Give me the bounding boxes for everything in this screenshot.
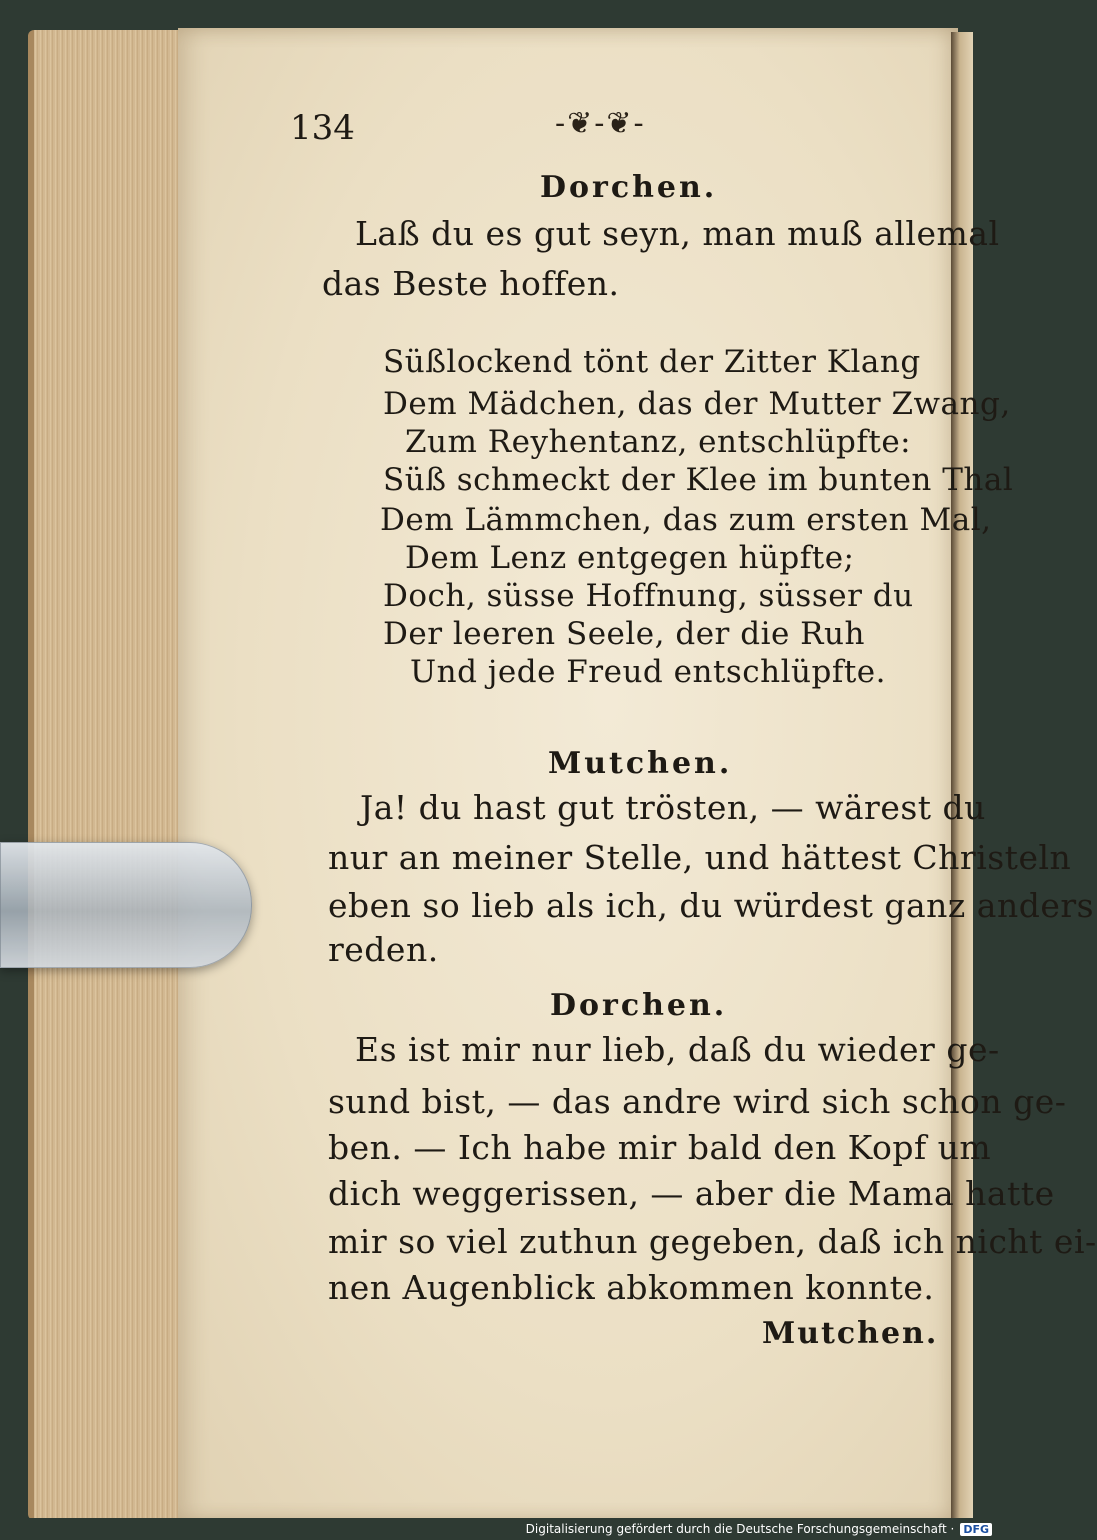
prose-line: mir so viel zuthun gegeben, daß ich nicht ei- <box>328 1222 1097 1261</box>
prose-line: dich weggerissen, — aber die Mama hatte <box>328 1174 1055 1213</box>
catchword: Mutchen. <box>762 1316 939 1351</box>
verse-line: Süßlockend tönt der Zitter Klang <box>383 344 921 380</box>
page-weight-clip <box>0 842 252 968</box>
verse-line: Dem Lenz entgegen hüpfte; <box>405 540 855 576</box>
verse-line: Zum Reyhentanz, entschlüpfte: <box>405 424 912 460</box>
prose-line: eben so lieb als ich, du würdest ganz anders <box>328 886 1095 925</box>
speaker-name: Mutchen. <box>548 746 733 781</box>
prose-line: das Beste hoffen. <box>322 264 620 303</box>
prose-line: nen Augenblick abkommen konnte. <box>328 1268 935 1307</box>
prose-line: Ja! du hast gut trösten, — wärest du <box>360 788 986 827</box>
prose-line: reden. <box>328 930 439 969</box>
prose-line: Es ist mir nur lieb, daß du wieder ge- <box>355 1030 1000 1069</box>
speaker-name: Dorchen. <box>550 988 728 1023</box>
verse-line: Süß schmeckt der Klee im bunten Thal <box>383 462 1014 498</box>
speaker-name: Dorchen. <box>540 170 718 205</box>
verse-line: Der leeren Seele, der die Ruh <box>383 616 865 652</box>
verse-line: Und jede Freud entschlüpfte. <box>410 654 886 690</box>
digitization-footer <box>0 1518 1000 1540</box>
verse-line: Doch, süsse Hoffnung, süsser du <box>383 578 914 614</box>
page-number: 134 <box>290 108 355 148</box>
prose-line: nur an meiner Stelle, und hättest Christeln <box>328 838 1072 877</box>
next-page-edge <box>951 32 973 1520</box>
verse-line: Dem Mädchen, das der Mutter Zwang, <box>383 386 1011 422</box>
footer-credit: Digitalisierung gefördert durch die Deutsche Forschungsgemeinschaft · <box>525 1522 955 1536</box>
header-ornament: -❦-❦- <box>555 106 646 141</box>
prose-line: sund bist, — das andre wird sich schon ge- <box>328 1082 1067 1121</box>
verse-line: Dem Lämmchen, das zum ersten Mal, <box>380 502 992 538</box>
dfg-logo-icon: DFG <box>960 1523 992 1536</box>
prose-line: Laß du es gut seyn, man muß allemal <box>355 214 1000 253</box>
prose-line: ben. — Ich habe mir bald den Kopf um <box>328 1128 992 1167</box>
